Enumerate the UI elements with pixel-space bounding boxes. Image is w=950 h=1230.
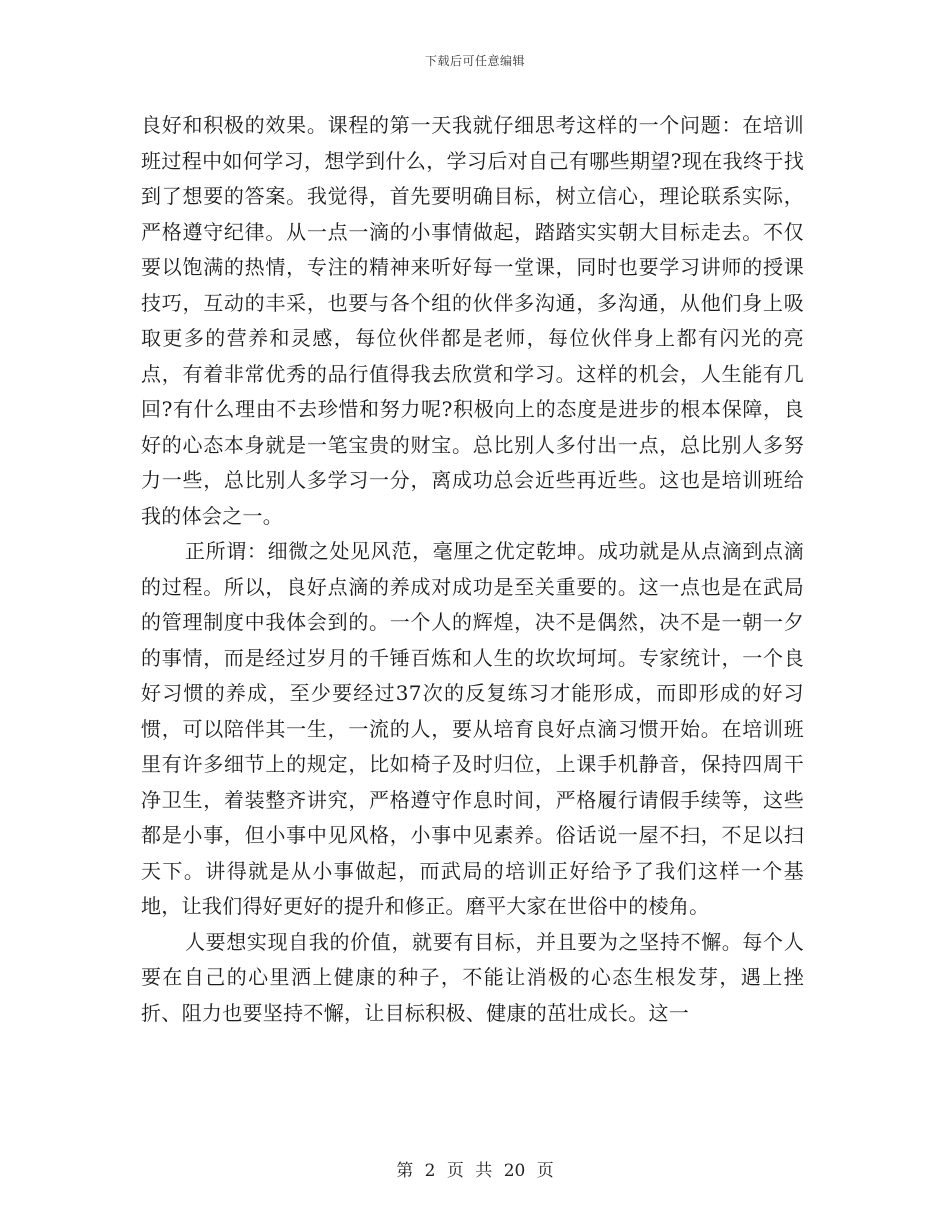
document-body: [141, 108, 804, 1031]
page-number-footer: 第 2 页 共 20 页: [396, 1161, 554, 1181]
paragraph-1: 良好和积极的效果。课程的第一天我就仔细思考这样的一个问题：在培训班过程中如何学习，想学到什么，学习后对自己有哪些期望?现在我终于找到了想要的答案。我觉得，首先要明确目标，树立信心，理论联系实际，严格遵守纪律。从一点一滴的小事情做起，踏踏实实朝大目标走去。不仅要以饱满的热情，专注的精神来听好每一堂课，同时也要学习讲师的授课技巧，互动的丰采，也要与各个组的伙伴多沟通，多沟通，从他们身上吸取更多的营养和灵感，每位伙伴都是老师，每位伙伴身上都有闪光的亮点，有着非常优秀的品行值得我去欣赏和学习。这样的机会，人生能有几回?有什么理由不去珍惜和努力呢?积极向上的态度是进步的根本保障，良好的心态本身就是一笔宝贵的财宝。总比别人多付出一点，总比别人多努力一些，总比别人多学习一分，离成功总会近些再近些。这也是培训班给我的体会之一。: [141, 113, 804, 528]
paragraph-2: 正所谓：细微之处见风范，毫厘之优定乾坤。成功就是从点滴到点滴的过程。所以，良好点滴的养成对成功是至关重要的。这一点也是在武局的管理制度中我体会到的。一个人的辉煌，决不是偶然，决不是一朝一夕的事情，而是经过岁月的千锤百炼和人生的坎坎坷坷。专家统计，一个良好习惯的养成，至少要经过37次的反复练习才能形成，而即形成的好习惯，可以陪伴其一生，一流的人，要从培育良好点滴习惯开始。在培训班里有许多细节上的规定，比如椅子及时归位，上课手机静音，保持四周干净卫生，着装整齐讲究，严格遵守作息时间，严格履行请假手续等，这些都是小事，但小事中见风格，小事中见素养。俗话说一屋不扫，不足以扫天下。讲得就是从小事做起，而武局的培训正好给予了我们这样一个基地，让我们得好更好的提升和修正。磨平大家在世俗中的棱角。: [141, 539, 804, 918]
page-header-note: 下载后可任意编辑: [424, 54, 525, 68]
paragraph-3: 人要想实现自我的价值，就要有目标，并且要为之坚持不懈。每个人要在自己的心里洒上健康的种子，不能让消极的心态生根发芽，遇上挫折、阻力也要坚持不懈，让目标积极、健康的茁壮成长。这一: [141, 929, 804, 1025]
